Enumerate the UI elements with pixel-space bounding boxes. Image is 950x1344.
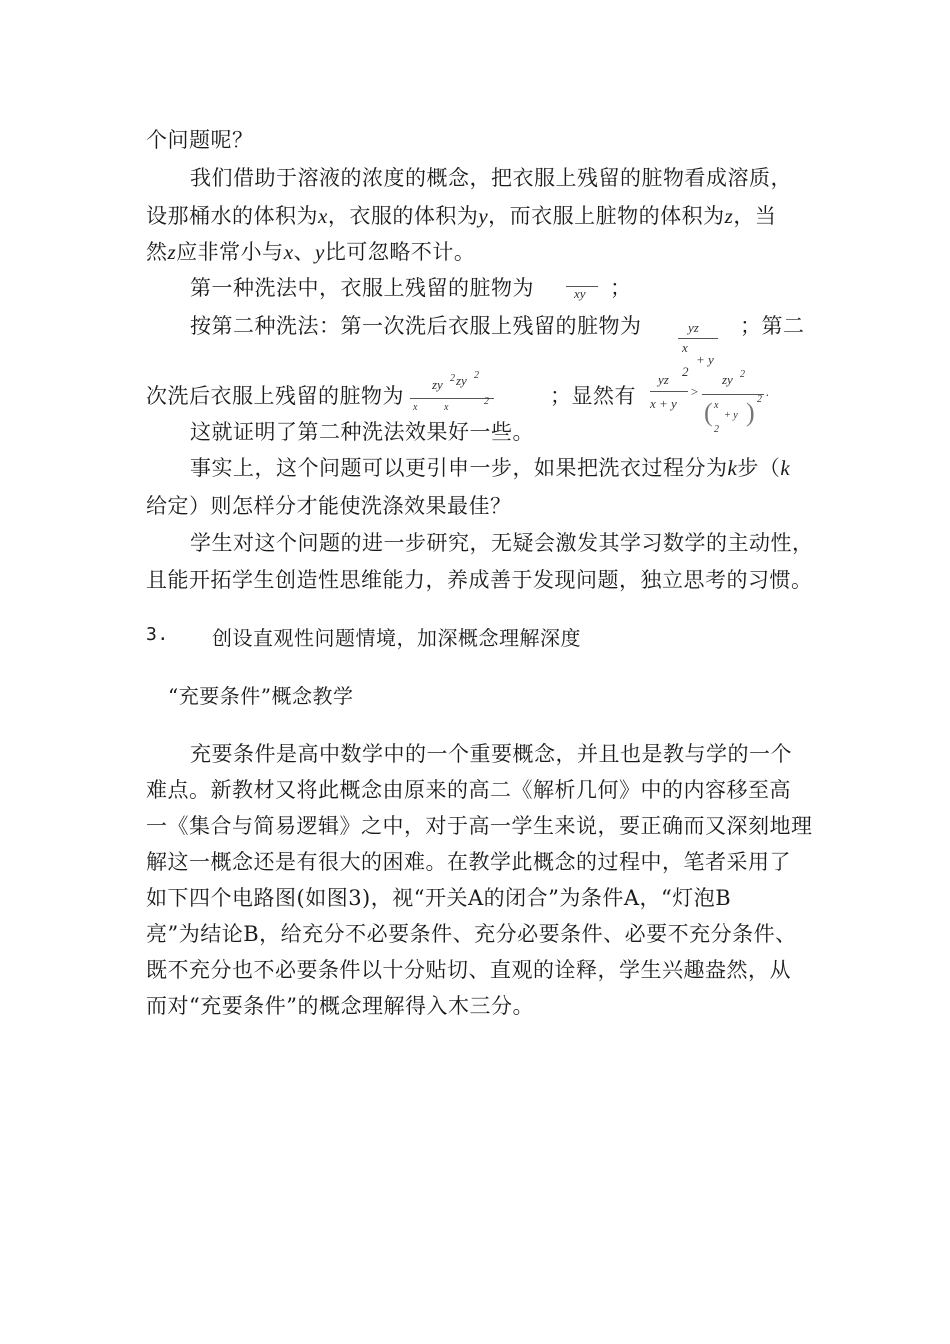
- paragraph-line: [190, 272, 534, 302]
- paragraph-line: 如下四个电路图(如图3)，视“开关A的闭合”为条件A，“灯泡B: [146, 886, 732, 910]
- paragraph-line: 既不充分也不必要条件以十分贴切、直观的诠释，学生兴趣盎然，从: [146, 958, 791, 982]
- formula-exponent: 2: [474, 370, 479, 381]
- subsection-title: “充要条件”概念教学: [168, 684, 354, 708]
- section-title: 创设直观性问题情境，加深概念理解深度: [212, 626, 581, 650]
- text: 、: [293, 240, 316, 264]
- paragraph-line: [190, 162, 792, 192]
- fraction-bar: [678, 338, 718, 339]
- var-z: z: [167, 240, 177, 264]
- fraction-bar: [702, 394, 764, 395]
- paragraph-line: [146, 200, 776, 230]
- var-k: k: [780, 456, 791, 480]
- paragraph-line: 一《集合与简易逻辑》之中，对于高一学生来说，要正确而又深刻地理: [146, 814, 813, 838]
- formula-numerator: yz: [688, 320, 699, 335]
- text: ，当: [733, 204, 777, 228]
- text: 然: [146, 240, 168, 264]
- formula-term: x: [444, 402, 449, 413]
- var-y: y: [315, 240, 325, 264]
- var-y: y: [478, 204, 489, 228]
- paragraph-line: 难点。新教材又将此概念由原来的高二《解析几何》中的内容移至高: [146, 778, 791, 802]
- formula-term: + y: [724, 410, 738, 421]
- formula-term: 2: [714, 424, 719, 435]
- formula-denominator: xy: [574, 286, 586, 301]
- formula-term: zy: [456, 373, 467, 388]
- paragraph-line: [190, 452, 790, 482]
- formula-exponent: 2: [450, 373, 455, 384]
- formula-term: zy: [432, 377, 443, 392]
- formula-numerator: yz: [658, 372, 669, 387]
- paragraph-line: 给定）则怎样分才能使洗涤效果最佳？: [146, 494, 512, 518]
- paragraph-line: [190, 310, 642, 340]
- text: ；第二: [740, 314, 805, 338]
- text: 设那桶水的体积为: [146, 204, 318, 228]
- section-number: 3.: [146, 624, 169, 645]
- paragraph-line: 亮”为结论B，给充分不必要条件、充分必要条件、必要不充分条件、: [146, 922, 797, 946]
- fraction-bar: [410, 398, 494, 399]
- formula-term: x: [413, 402, 418, 413]
- text: ；: [610, 276, 632, 300]
- text: 按第二种洗法：第一次洗后衣服上残留的脏物为: [190, 314, 642, 338]
- text: 我们借助于溶液的浓度的概念，把衣服上残留的脏物看成溶质，: [190, 166, 792, 190]
- text: ，衣服的体积为: [327, 204, 479, 228]
- formula-term: x: [682, 340, 688, 355]
- formula-numerator: zy: [722, 372, 733, 387]
- text: ；显然有: [550, 384, 636, 408]
- text: 个问题呢？: [146, 128, 254, 152]
- var-k: k: [727, 456, 738, 480]
- formula-exponent: 2: [740, 369, 745, 380]
- formula-operator: >: [690, 384, 699, 399]
- formula-period: .: [766, 384, 770, 399]
- fraction-bar: [650, 391, 688, 392]
- paragraph-line: [146, 380, 404, 410]
- text: ，而衣服上脏物的体积为: [488, 204, 725, 228]
- text: 比可忽略不计。: [324, 240, 476, 264]
- paragraph-line: 而对“充要条件”的概念理解得入木三分。: [146, 994, 534, 1018]
- formula-exponent: 2: [757, 394, 762, 405]
- paragraph-line: 解这一概念还是有很大的困难。在教学此概念的过程中，笔者采用了: [146, 850, 791, 874]
- formula-term: 2: [682, 364, 689, 379]
- formula-exponent: 2: [484, 396, 489, 407]
- paragraph-line: [146, 124, 254, 154]
- var-x: x: [283, 240, 294, 264]
- text: 应非常小与: [176, 240, 284, 264]
- formula-term: + y: [696, 352, 714, 367]
- text: 步（: [737, 456, 781, 480]
- paragraph-line: 学生对这个问题的进一步研究，无疑会激发其学习数学的主动性，: [190, 531, 814, 555]
- text: 事实上，这个问题可以更引申一步，如果把洗衣过程分为: [190, 456, 728, 480]
- paragraph-line: [146, 236, 475, 266]
- text: 次洗后衣服上残留的脏物为: [146, 384, 404, 408]
- var-z: z: [724, 204, 734, 228]
- paragraph-line: 充要条件是高中数学中的一个重要概念，并且也是教与学的一个: [190, 742, 792, 766]
- var-x: x: [318, 204, 328, 228]
- paragraph-line: 且能开拓学生创造性思维能力，养成善于发现问题，独立思考的习惯。: [146, 568, 813, 592]
- formula-denominator: x + y: [650, 396, 677, 411]
- text: 第一种洗法中，衣服上残留的脏物为: [190, 276, 534, 300]
- paragraph-line: 这就证明了第二种洗法效果好一些。: [190, 420, 534, 444]
- formula-term: x: [714, 400, 719, 411]
